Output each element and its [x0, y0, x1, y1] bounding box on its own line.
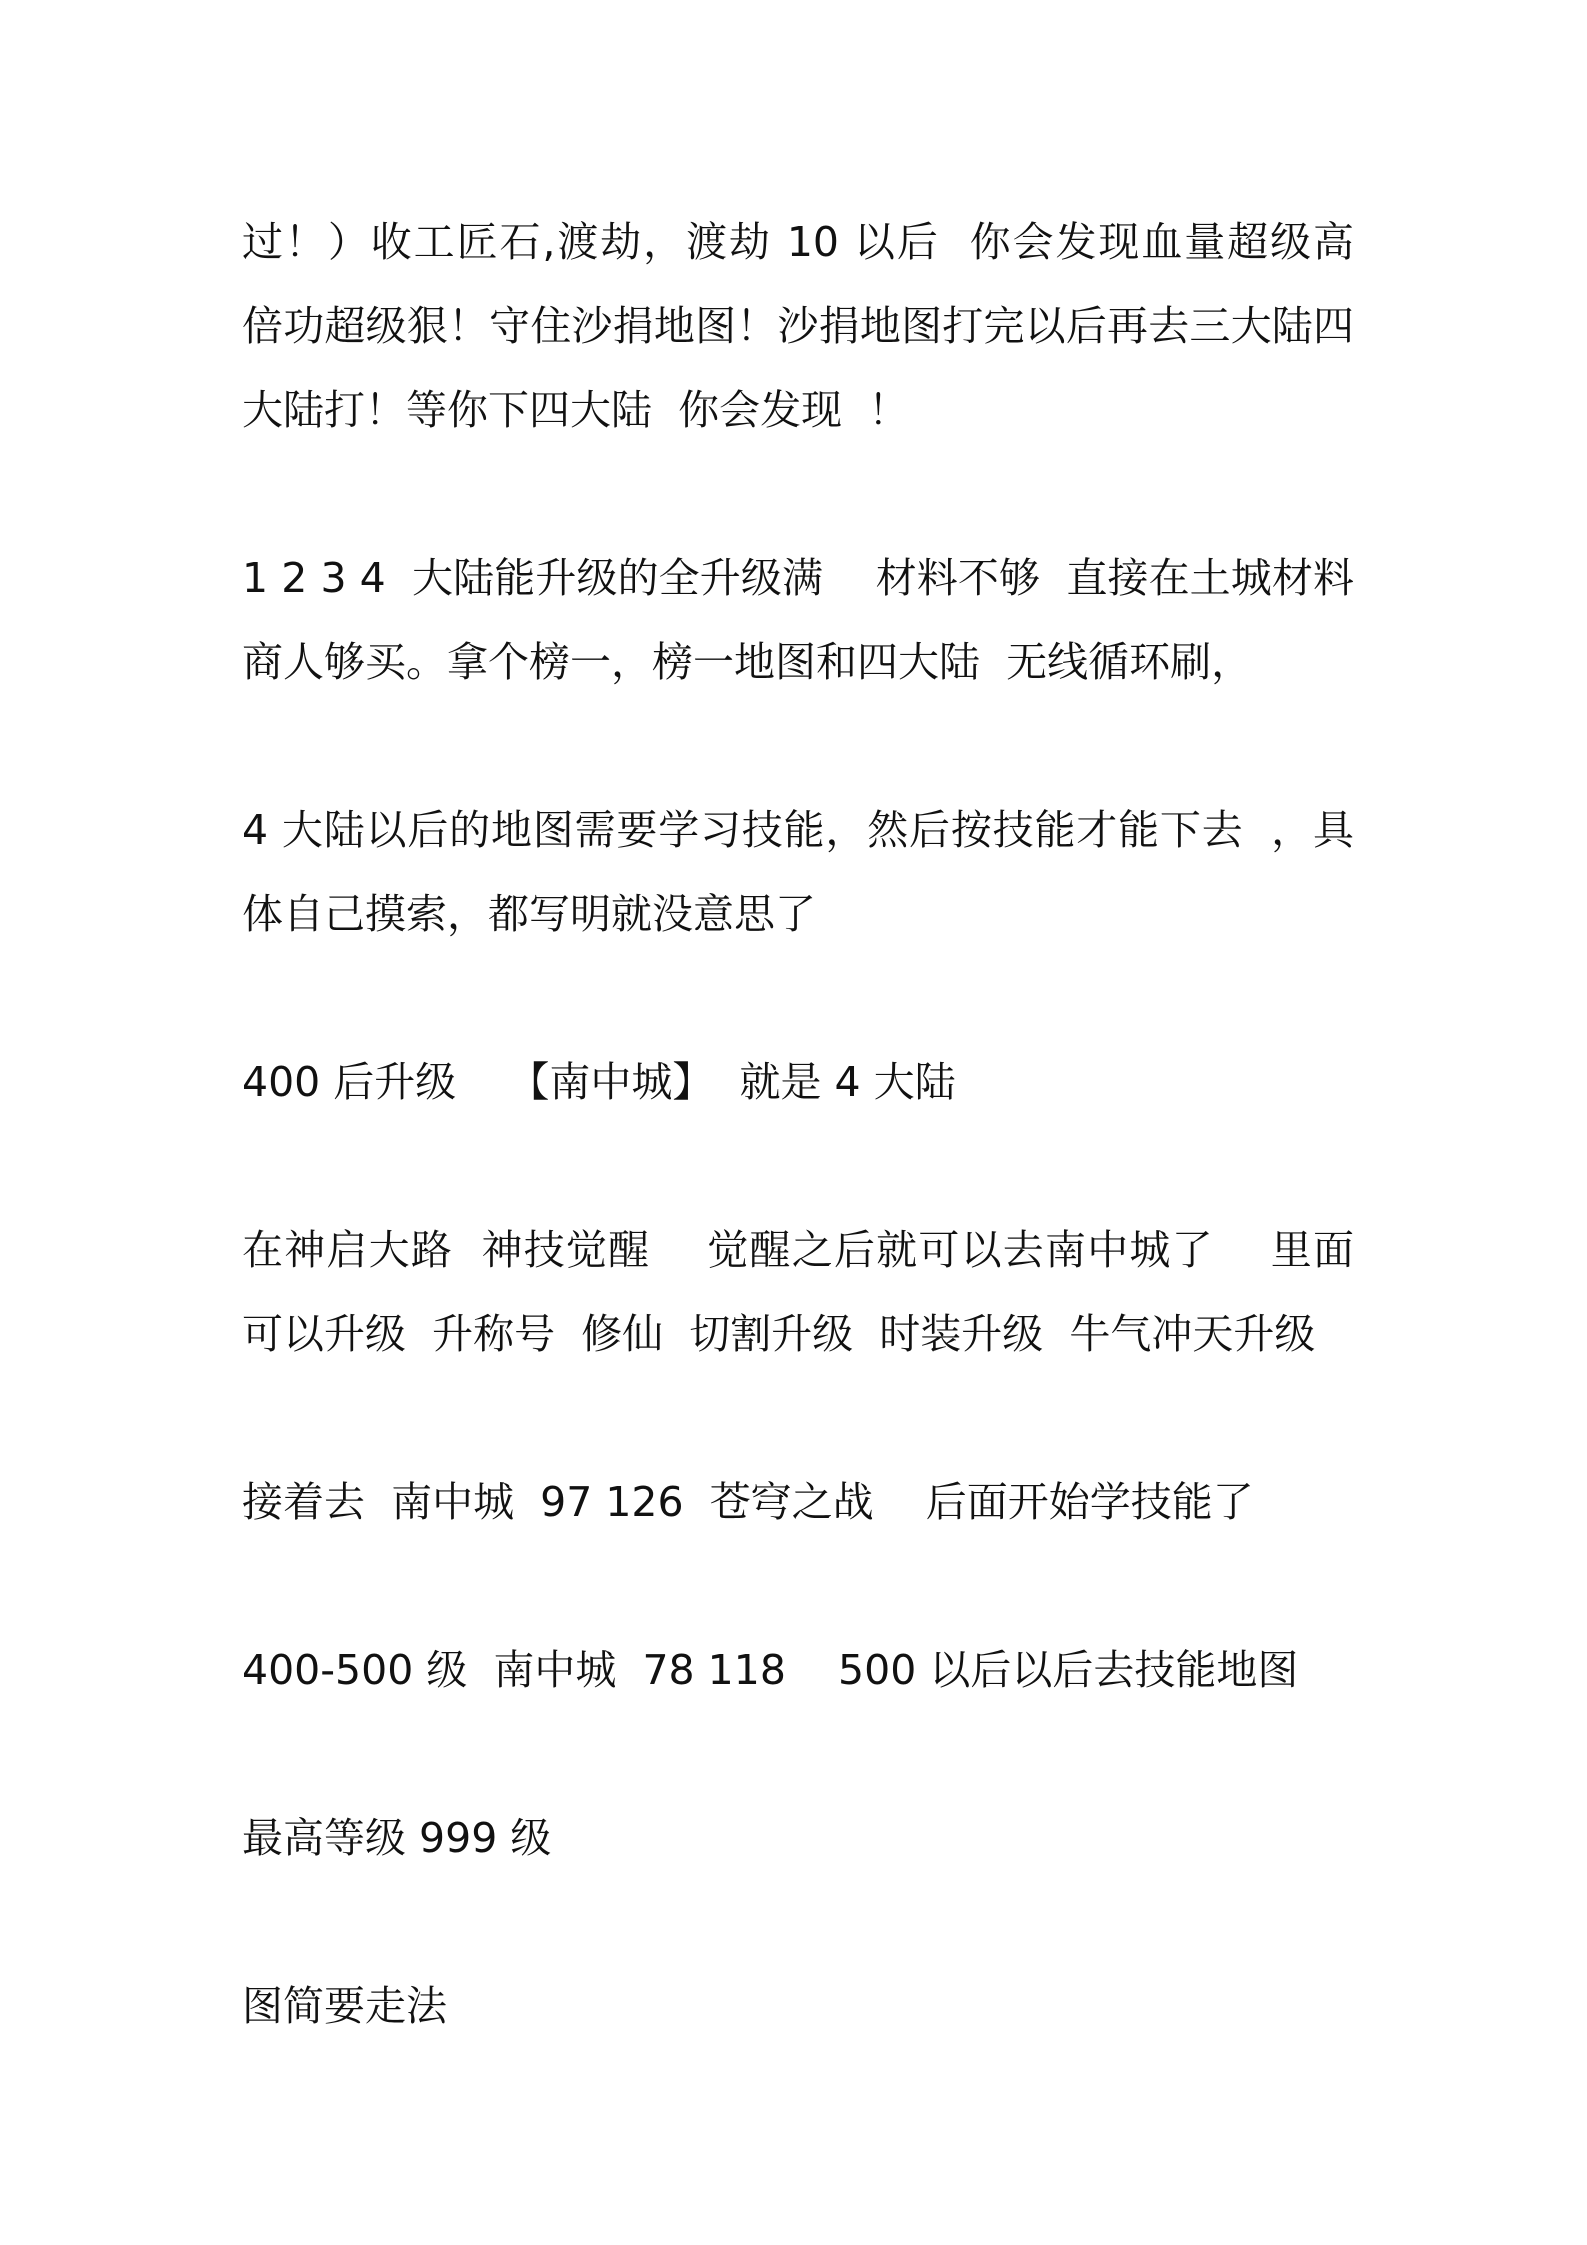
paragraph-1: 过！）收工匠石,渡劫，渡劫 10 以后 你会发现血量超级高 倍功超级狠！守住沙捐地图！沙捐地图打完以后再去三大陆四大陆打！等你下四大陆 你会发现 ！: [242, 218, 1381, 434]
paragraph-9: 图简要走法: [242, 1982, 447, 2030]
paragraph-2: 1 2 3 4 大陆能升级的全升级满 材料不够 直接在土城材料商人够买。拿个榜一，榜一地图和四大陆 无线循环刷，: [242, 554, 1354, 686]
paragraph-6: 接着去 南中城 97 126 苍穹之战 后面开始学技能了: [242, 1478, 1254, 1526]
document-body: [242, 200, 1381, 2048]
paragraph-3: 4 大陆以后的地图需要学习技能，然后按技能才能下去 ，具体自己摸索，都写明就没意思了: [242, 806, 1354, 938]
paragraph-7: 400-500 级 南中城 78 118 500 以后以后去技能地图: [242, 1646, 1299, 1694]
paragraph-8: 最高等级 999 级: [242, 1814, 552, 1862]
paragraph-4: 400 后升级 【南中城】 就是 4 大陆: [242, 1058, 956, 1106]
paragraph-5: 在神启大路 神技觉醒 觉醒之后就可以去南中城了 里面可以升级 升称号 修仙 切割升级 时装升级 牛气冲天升级: [242, 1226, 1354, 1358]
